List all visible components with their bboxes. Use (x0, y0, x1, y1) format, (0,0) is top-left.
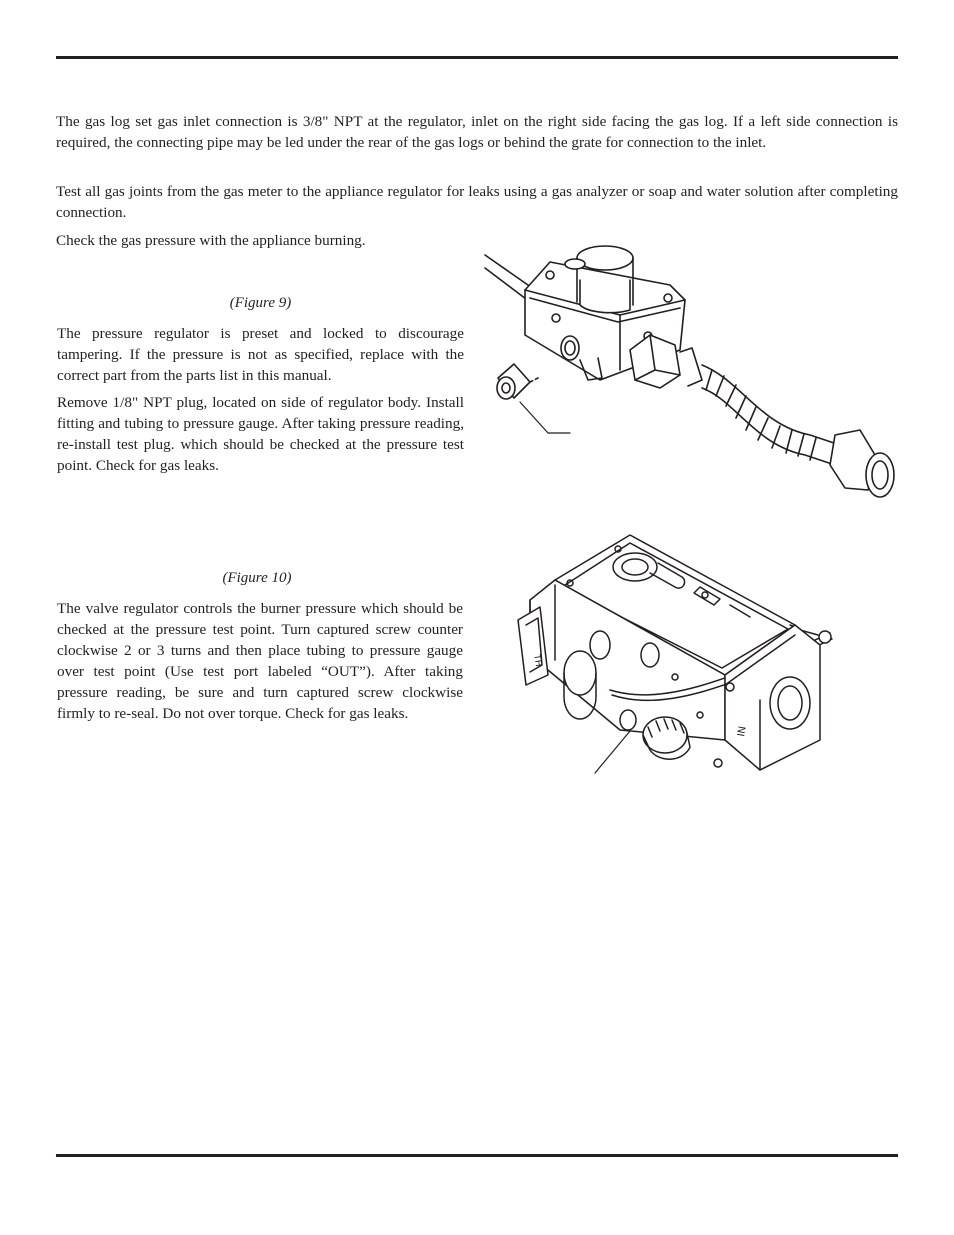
figure-10-valve-illustration (500, 525, 840, 775)
figure-10-caption: (Figure 10) (222, 570, 292, 586)
bottom-rule (56, 1154, 898, 1157)
intro-paragraph-1: The gas log set gas inlet connection is 3/8" NPT at the regulator, inlet on the right side facing the gas log. If a left side connection is required, the connecting pipe may be led under the rear of the gas logs or behind the grate for connection to the inlet. (56, 113, 898, 151)
top-rule (56, 56, 898, 59)
intro-paragraph-2: Test all gas joints from the gas meter to the appliance regulator for leaks using a gas analyzer or soap and water solution after completing connection. (56, 183, 898, 221)
valve-paragraph-1: The valve regulator controls the burner pressure which should be checked at the pressure test point. Turn captured screw counter clockwise 2 or 3 turns and then place tubing to pressure gauge over test point (Use test port labeled “OUT”). After taking pressure reading, be sure and turn captured screw clockwise firmly to re-seal. Do not over torque. Check for gas leaks. (57, 600, 463, 722)
in-port-label: IN (736, 725, 749, 738)
regulator-paragraph-1: The pressure regulator is preset and locked to discourage tampering. If the pressure is not as specified, replace with the correct part from the parts list in this manual. (57, 325, 464, 384)
intro-paragraph-3: Check the gas pressure with the appliance burning. (56, 232, 366, 249)
regulator-paragraph-2: Remove 1/8" NPT plug, located on side of regulator body. Install fitting and tubing to pressure gauge. After taking pressure reading, re-install test plug. which should be checked at the pressure test point. Check for gas leaks. (57, 394, 464, 474)
figure-9-caption: (Figure 9) (229, 295, 292, 311)
th-terminal-label: TH (531, 653, 544, 668)
figure-9-regulator-illustration (480, 240, 904, 502)
